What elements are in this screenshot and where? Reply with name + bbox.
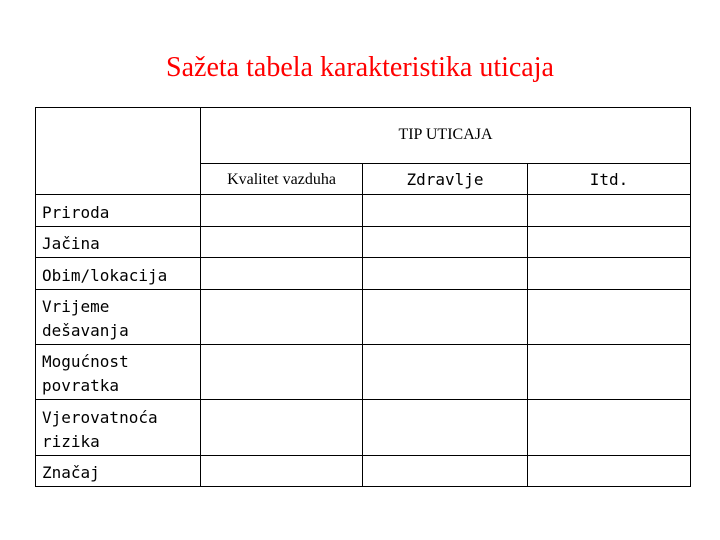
row-label-timing-line1: Vrijeme (42, 297, 110, 316)
table-row (36, 400, 691, 456)
table-cell (201, 290, 363, 345)
row-label-intensity: Jačina (36, 227, 201, 258)
table-cell (363, 195, 528, 227)
row-label-reversibility-line1: Mogućnost (42, 352, 129, 371)
table-row (36, 258, 691, 290)
table-cell (201, 400, 363, 456)
table-cell (201, 456, 363, 487)
table-cell (363, 258, 528, 290)
column-header-air-quality: Kvalitet vazduha (201, 164, 363, 195)
table-cell (201, 195, 363, 227)
row-label-risk-probability (36, 400, 201, 456)
table-cell (363, 290, 528, 345)
corner-cell-lower (36, 164, 201, 195)
row-label-significance: Značaj (36, 456, 201, 487)
table-cell (201, 345, 363, 400)
row-label-timing-line2: dešavanja (42, 321, 129, 340)
row-label-risk-line1: Vjerovatnoća (42, 408, 158, 427)
table-cell (528, 456, 691, 487)
table-cell (363, 227, 528, 258)
table-row (36, 345, 691, 400)
table-row (36, 290, 691, 345)
table-cell (528, 345, 691, 400)
table-cell (528, 195, 691, 227)
table-cell (528, 258, 691, 290)
impact-characteristics-table (35, 107, 691, 487)
corner-cell (36, 108, 201, 164)
slide-title: Sažeta tabela karakteristika uticaja (166, 52, 554, 83)
table-cell (363, 400, 528, 456)
table-cell (528, 290, 691, 345)
table-header-row (36, 108, 691, 164)
impact-type-header: TIP UTICAJA (201, 108, 691, 164)
column-header-row (36, 164, 691, 195)
table-cell (201, 258, 363, 290)
row-label-nature: Priroda (36, 195, 201, 227)
table-cell (528, 227, 691, 258)
table-row (36, 456, 691, 487)
table-cell (528, 400, 691, 456)
row-label-risk-line2: rizika (42, 432, 100, 451)
table-row (36, 227, 691, 258)
table-cell (201, 227, 363, 258)
row-label-reversibility (36, 345, 201, 400)
table-cell (363, 456, 528, 487)
row-label-timing (36, 290, 201, 345)
column-header-health: Zdravlje (363, 164, 528, 195)
column-header-etc: Itd. (528, 164, 691, 195)
row-label-reversibility-line2: povratka (42, 376, 120, 395)
table-cell (363, 345, 528, 400)
table-row (36, 195, 691, 227)
row-label-extent-location: Obim/lokacija (36, 258, 201, 290)
